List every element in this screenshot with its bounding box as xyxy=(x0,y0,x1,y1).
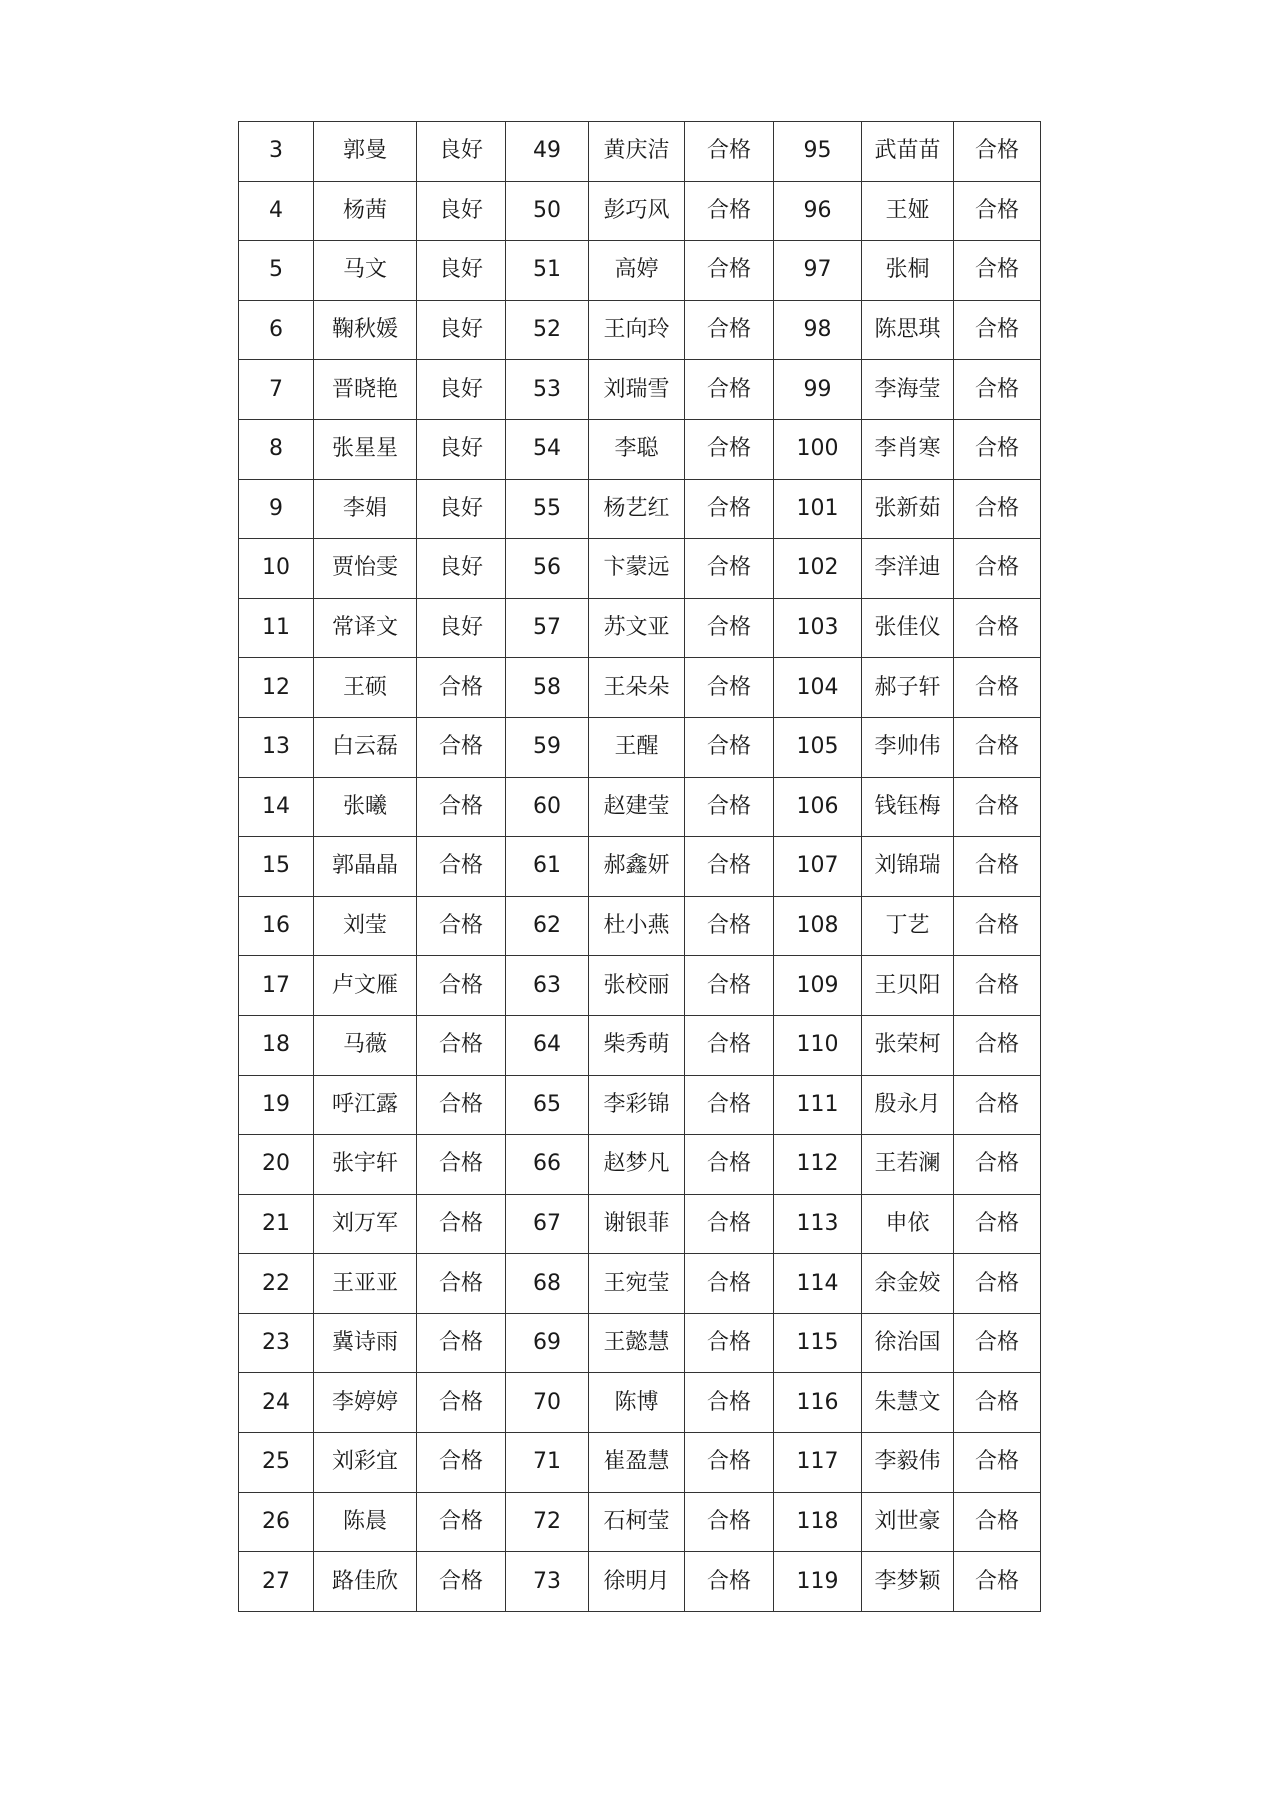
name-cell: 李洋迪 xyxy=(862,539,954,599)
grade-cell: 良好 xyxy=(417,181,506,241)
number-cell: 116 xyxy=(774,1373,862,1433)
number-cell: 49 xyxy=(506,122,589,182)
grade-cell: 合格 xyxy=(685,181,774,241)
grade-cell: 合格 xyxy=(954,360,1041,420)
name-cell: 赵建莹 xyxy=(589,777,685,837)
name-cell: 陈思琪 xyxy=(862,300,954,360)
name-cell: 李帅伟 xyxy=(862,717,954,777)
grade-cell: 合格 xyxy=(417,1492,506,1552)
table-row xyxy=(239,1552,1041,1612)
table-row xyxy=(239,837,1041,897)
number-cell: 119 xyxy=(774,1552,862,1612)
number-cell: 112 xyxy=(774,1135,862,1195)
name-cell: 赵梦凡 xyxy=(589,1135,685,1195)
name-cell: 郝鑫妍 xyxy=(589,837,685,897)
name-cell: 张星星 xyxy=(314,419,417,479)
number-cell: 8 xyxy=(239,419,314,479)
grade-cell: 合格 xyxy=(685,419,774,479)
table-row xyxy=(239,360,1041,420)
number-cell: 27 xyxy=(239,1552,314,1612)
grade-cell: 合格 xyxy=(954,1433,1041,1493)
name-cell: 李肖寒 xyxy=(862,419,954,479)
grade-cell: 合格 xyxy=(954,1254,1041,1314)
name-cell: 李婷婷 xyxy=(314,1373,417,1433)
number-cell: 97 xyxy=(774,241,862,301)
grade-cell: 合格 xyxy=(954,419,1041,479)
name-cell: 徐明月 xyxy=(589,1552,685,1612)
grade-cell: 合格 xyxy=(954,479,1041,539)
number-cell: 98 xyxy=(774,300,862,360)
table-row xyxy=(239,539,1041,599)
name-cell: 刘瑞雪 xyxy=(589,360,685,420)
name-cell: 张宇轩 xyxy=(314,1135,417,1195)
number-cell: 56 xyxy=(506,539,589,599)
table-row xyxy=(239,658,1041,718)
grade-cell: 合格 xyxy=(685,1433,774,1493)
grade-cell: 良好 xyxy=(417,360,506,420)
number-cell: 101 xyxy=(774,479,862,539)
name-cell: 王娅 xyxy=(862,181,954,241)
grade-cell: 合格 xyxy=(954,956,1041,1016)
name-cell: 路佳欣 xyxy=(314,1552,417,1612)
grade-cell: 合格 xyxy=(954,181,1041,241)
name-cell: 郭曼 xyxy=(314,122,417,182)
grade-cell: 良好 xyxy=(417,300,506,360)
number-cell: 109 xyxy=(774,956,862,1016)
grade-cell: 合格 xyxy=(685,1194,774,1254)
grade-cell: 合格 xyxy=(954,1194,1041,1254)
grade-cell: 合格 xyxy=(685,777,774,837)
number-cell: 23 xyxy=(239,1313,314,1373)
name-cell: 刘万军 xyxy=(314,1194,417,1254)
number-cell: 61 xyxy=(506,837,589,897)
grade-cell: 合格 xyxy=(685,837,774,897)
name-cell: 李梦颖 xyxy=(862,1552,954,1612)
name-cell: 王亚亚 xyxy=(314,1254,417,1314)
number-cell: 13 xyxy=(239,717,314,777)
name-cell: 王醒 xyxy=(589,717,685,777)
number-cell: 69 xyxy=(506,1313,589,1373)
number-cell: 117 xyxy=(774,1433,862,1493)
name-cell: 卢文雁 xyxy=(314,956,417,1016)
table-row xyxy=(239,300,1041,360)
grade-cell: 合格 xyxy=(685,241,774,301)
name-cell: 王硕 xyxy=(314,658,417,718)
number-cell: 19 xyxy=(239,1075,314,1135)
table-row xyxy=(239,777,1041,837)
grade-cell: 合格 xyxy=(954,896,1041,956)
name-cell: 殷永月 xyxy=(862,1075,954,1135)
grade-cell: 合格 xyxy=(954,241,1041,301)
grade-cell: 合格 xyxy=(685,300,774,360)
table-row xyxy=(239,1194,1041,1254)
grade-cell: 合格 xyxy=(417,896,506,956)
grade-cell: 良好 xyxy=(417,539,506,599)
name-cell: 刘锦瑞 xyxy=(862,837,954,897)
grade-cell: 合格 xyxy=(954,717,1041,777)
number-cell: 104 xyxy=(774,658,862,718)
name-cell: 谢银菲 xyxy=(589,1194,685,1254)
number-cell: 25 xyxy=(239,1433,314,1493)
name-cell: 贾怡雯 xyxy=(314,539,417,599)
number-cell: 55 xyxy=(506,479,589,539)
grade-cell: 合格 xyxy=(685,1552,774,1612)
number-cell: 50 xyxy=(506,181,589,241)
number-cell: 72 xyxy=(506,1492,589,1552)
name-cell: 马文 xyxy=(314,241,417,301)
name-cell: 郝子轩 xyxy=(862,658,954,718)
number-cell: 22 xyxy=(239,1254,314,1314)
name-cell: 王向玲 xyxy=(589,300,685,360)
number-cell: 57 xyxy=(506,598,589,658)
number-cell: 6 xyxy=(239,300,314,360)
name-cell: 张校丽 xyxy=(589,956,685,1016)
grade-cell: 合格 xyxy=(685,598,774,658)
grade-cell: 合格 xyxy=(685,1313,774,1373)
name-cell: 朱慧文 xyxy=(862,1373,954,1433)
grade-cell: 良好 xyxy=(417,479,506,539)
name-cell: 高婷 xyxy=(589,241,685,301)
table-row xyxy=(239,1015,1041,1075)
grade-cell: 合格 xyxy=(685,479,774,539)
table-row xyxy=(239,479,1041,539)
table-row xyxy=(239,598,1041,658)
name-cell: 刘莹 xyxy=(314,896,417,956)
table-row xyxy=(239,1254,1041,1314)
grade-cell: 合格 xyxy=(417,1433,506,1493)
number-cell: 96 xyxy=(774,181,862,241)
number-cell: 9 xyxy=(239,479,314,539)
name-cell: 张佳仪 xyxy=(862,598,954,658)
number-cell: 17 xyxy=(239,956,314,1016)
number-cell: 10 xyxy=(239,539,314,599)
table-row xyxy=(239,1373,1041,1433)
grade-cell: 合格 xyxy=(417,1373,506,1433)
number-cell: 4 xyxy=(239,181,314,241)
grade-cell: 合格 xyxy=(685,1254,774,1314)
table-row xyxy=(239,956,1041,1016)
grade-cell: 合格 xyxy=(685,539,774,599)
name-cell: 余金姣 xyxy=(862,1254,954,1314)
name-cell: 李海莹 xyxy=(862,360,954,420)
number-cell: 105 xyxy=(774,717,862,777)
number-cell: 20 xyxy=(239,1135,314,1195)
grade-cell: 合格 xyxy=(954,1015,1041,1075)
number-cell: 15 xyxy=(239,837,314,897)
name-cell: 徐治国 xyxy=(862,1313,954,1373)
number-cell: 99 xyxy=(774,360,862,420)
number-cell: 106 xyxy=(774,777,862,837)
grade-cell: 合格 xyxy=(417,956,506,1016)
number-cell: 12 xyxy=(239,658,314,718)
table-row xyxy=(239,1135,1041,1195)
grade-cell: 合格 xyxy=(417,1015,506,1075)
number-cell: 21 xyxy=(239,1194,314,1254)
number-cell: 66 xyxy=(506,1135,589,1195)
grade-cell: 良好 xyxy=(417,241,506,301)
name-cell: 王朵朵 xyxy=(589,658,685,718)
number-cell: 102 xyxy=(774,539,862,599)
name-cell: 张新茹 xyxy=(862,479,954,539)
name-cell: 杨茜 xyxy=(314,181,417,241)
number-cell: 63 xyxy=(506,956,589,1016)
grade-cell: 合格 xyxy=(954,1373,1041,1433)
grade-cell: 良好 xyxy=(417,122,506,182)
number-cell: 64 xyxy=(506,1015,589,1075)
grade-cell: 合格 xyxy=(954,598,1041,658)
number-cell: 24 xyxy=(239,1373,314,1433)
number-cell: 18 xyxy=(239,1015,314,1075)
grade-cell: 合格 xyxy=(685,1135,774,1195)
name-cell: 呼江露 xyxy=(314,1075,417,1135)
name-cell: 卞蒙远 xyxy=(589,539,685,599)
name-cell: 张荣柯 xyxy=(862,1015,954,1075)
grade-cell: 合格 xyxy=(954,1552,1041,1612)
grade-cell: 合格 xyxy=(954,122,1041,182)
number-cell: 7 xyxy=(239,360,314,420)
number-cell: 52 xyxy=(506,300,589,360)
name-cell: 王贝阳 xyxy=(862,956,954,1016)
grade-cell: 合格 xyxy=(685,1492,774,1552)
table-row xyxy=(239,1313,1041,1373)
results-table xyxy=(238,121,1041,1612)
number-cell: 71 xyxy=(506,1433,589,1493)
number-cell: 115 xyxy=(774,1313,862,1373)
grade-cell: 合格 xyxy=(417,837,506,897)
name-cell: 王若澜 xyxy=(862,1135,954,1195)
number-cell: 95 xyxy=(774,122,862,182)
number-cell: 68 xyxy=(506,1254,589,1314)
number-cell: 70 xyxy=(506,1373,589,1433)
grade-cell: 合格 xyxy=(685,1075,774,1135)
table-row xyxy=(239,1075,1041,1135)
name-cell: 杜小燕 xyxy=(589,896,685,956)
number-cell: 111 xyxy=(774,1075,862,1135)
grade-cell: 合格 xyxy=(417,717,506,777)
name-cell: 彭巧风 xyxy=(589,181,685,241)
name-cell: 黄庆洁 xyxy=(589,122,685,182)
number-cell: 59 xyxy=(506,717,589,777)
number-cell: 114 xyxy=(774,1254,862,1314)
name-cell: 李彩锦 xyxy=(589,1075,685,1135)
grade-cell: 合格 xyxy=(954,777,1041,837)
grade-cell: 合格 xyxy=(954,658,1041,718)
name-cell: 刘彩宜 xyxy=(314,1433,417,1493)
number-cell: 60 xyxy=(506,777,589,837)
name-cell: 白云磊 xyxy=(314,717,417,777)
name-cell: 丁艺 xyxy=(862,896,954,956)
name-cell: 石柯莹 xyxy=(589,1492,685,1552)
grade-cell: 良好 xyxy=(417,598,506,658)
number-cell: 26 xyxy=(239,1492,314,1552)
grade-cell: 合格 xyxy=(417,658,506,718)
number-cell: 100 xyxy=(774,419,862,479)
number-cell: 51 xyxy=(506,241,589,301)
grade-cell: 合格 xyxy=(954,1313,1041,1373)
number-cell: 107 xyxy=(774,837,862,897)
number-cell: 3 xyxy=(239,122,314,182)
number-cell: 5 xyxy=(239,241,314,301)
name-cell: 武苗苗 xyxy=(862,122,954,182)
grade-cell: 合格 xyxy=(685,360,774,420)
grade-cell: 合格 xyxy=(954,539,1041,599)
number-cell: 67 xyxy=(506,1194,589,1254)
name-cell: 陈晨 xyxy=(314,1492,417,1552)
name-cell: 陈博 xyxy=(589,1373,685,1433)
grade-cell: 合格 xyxy=(417,777,506,837)
number-cell: 65 xyxy=(506,1075,589,1135)
name-cell: 李毅伟 xyxy=(862,1433,954,1493)
grade-cell: 合格 xyxy=(685,717,774,777)
number-cell: 113 xyxy=(774,1194,862,1254)
number-cell: 103 xyxy=(774,598,862,658)
grade-cell: 合格 xyxy=(417,1135,506,1195)
table-row xyxy=(239,1492,1041,1552)
name-cell: 王懿慧 xyxy=(589,1313,685,1373)
table-row xyxy=(239,241,1041,301)
name-cell: 马薇 xyxy=(314,1015,417,1075)
grade-cell: 合格 xyxy=(954,837,1041,897)
grade-cell: 合格 xyxy=(685,658,774,718)
number-cell: 110 xyxy=(774,1015,862,1075)
grade-cell: 合格 xyxy=(685,122,774,182)
name-cell: 张桐 xyxy=(862,241,954,301)
name-cell: 苏文亚 xyxy=(589,598,685,658)
grade-cell: 合格 xyxy=(417,1552,506,1612)
grade-cell: 合格 xyxy=(685,1373,774,1433)
grade-cell: 合格 xyxy=(417,1075,506,1135)
results-table-body xyxy=(239,122,1041,1612)
table-row xyxy=(239,717,1041,777)
name-cell: 晋晓艳 xyxy=(314,360,417,420)
grade-cell: 合格 xyxy=(417,1254,506,1314)
grade-cell: 合格 xyxy=(685,956,774,1016)
name-cell: 李聪 xyxy=(589,419,685,479)
number-cell: 14 xyxy=(239,777,314,837)
name-cell: 郭晶晶 xyxy=(314,837,417,897)
name-cell: 柴秀萌 xyxy=(589,1015,685,1075)
grade-cell: 合格 xyxy=(685,1015,774,1075)
number-cell: 73 xyxy=(506,1552,589,1612)
table-row xyxy=(239,122,1041,182)
table-row xyxy=(239,181,1041,241)
table-row xyxy=(239,419,1041,479)
number-cell: 118 xyxy=(774,1492,862,1552)
number-cell: 58 xyxy=(506,658,589,718)
table-row xyxy=(239,896,1041,956)
grade-cell: 合格 xyxy=(685,896,774,956)
number-cell: 54 xyxy=(506,419,589,479)
grade-cell: 良好 xyxy=(417,419,506,479)
grade-cell: 合格 xyxy=(954,1075,1041,1135)
grade-cell: 合格 xyxy=(417,1313,506,1373)
name-cell: 王宛莹 xyxy=(589,1254,685,1314)
table-row xyxy=(239,1433,1041,1493)
grade-cell: 合格 xyxy=(954,300,1041,360)
name-cell: 刘世豪 xyxy=(862,1492,954,1552)
number-cell: 53 xyxy=(506,360,589,420)
name-cell: 申依 xyxy=(862,1194,954,1254)
grade-cell: 合格 xyxy=(954,1135,1041,1195)
number-cell: 11 xyxy=(239,598,314,658)
number-cell: 62 xyxy=(506,896,589,956)
name-cell: 杨艺红 xyxy=(589,479,685,539)
name-cell: 冀诗雨 xyxy=(314,1313,417,1373)
name-cell: 李娟 xyxy=(314,479,417,539)
name-cell: 崔盈慧 xyxy=(589,1433,685,1493)
grade-cell: 合格 xyxy=(417,1194,506,1254)
grade-cell: 合格 xyxy=(954,1492,1041,1552)
name-cell: 鞠秋媛 xyxy=(314,300,417,360)
name-cell: 常译文 xyxy=(314,598,417,658)
name-cell: 钱钰梅 xyxy=(862,777,954,837)
name-cell: 张曦 xyxy=(314,777,417,837)
number-cell: 108 xyxy=(774,896,862,956)
number-cell: 16 xyxy=(239,896,314,956)
